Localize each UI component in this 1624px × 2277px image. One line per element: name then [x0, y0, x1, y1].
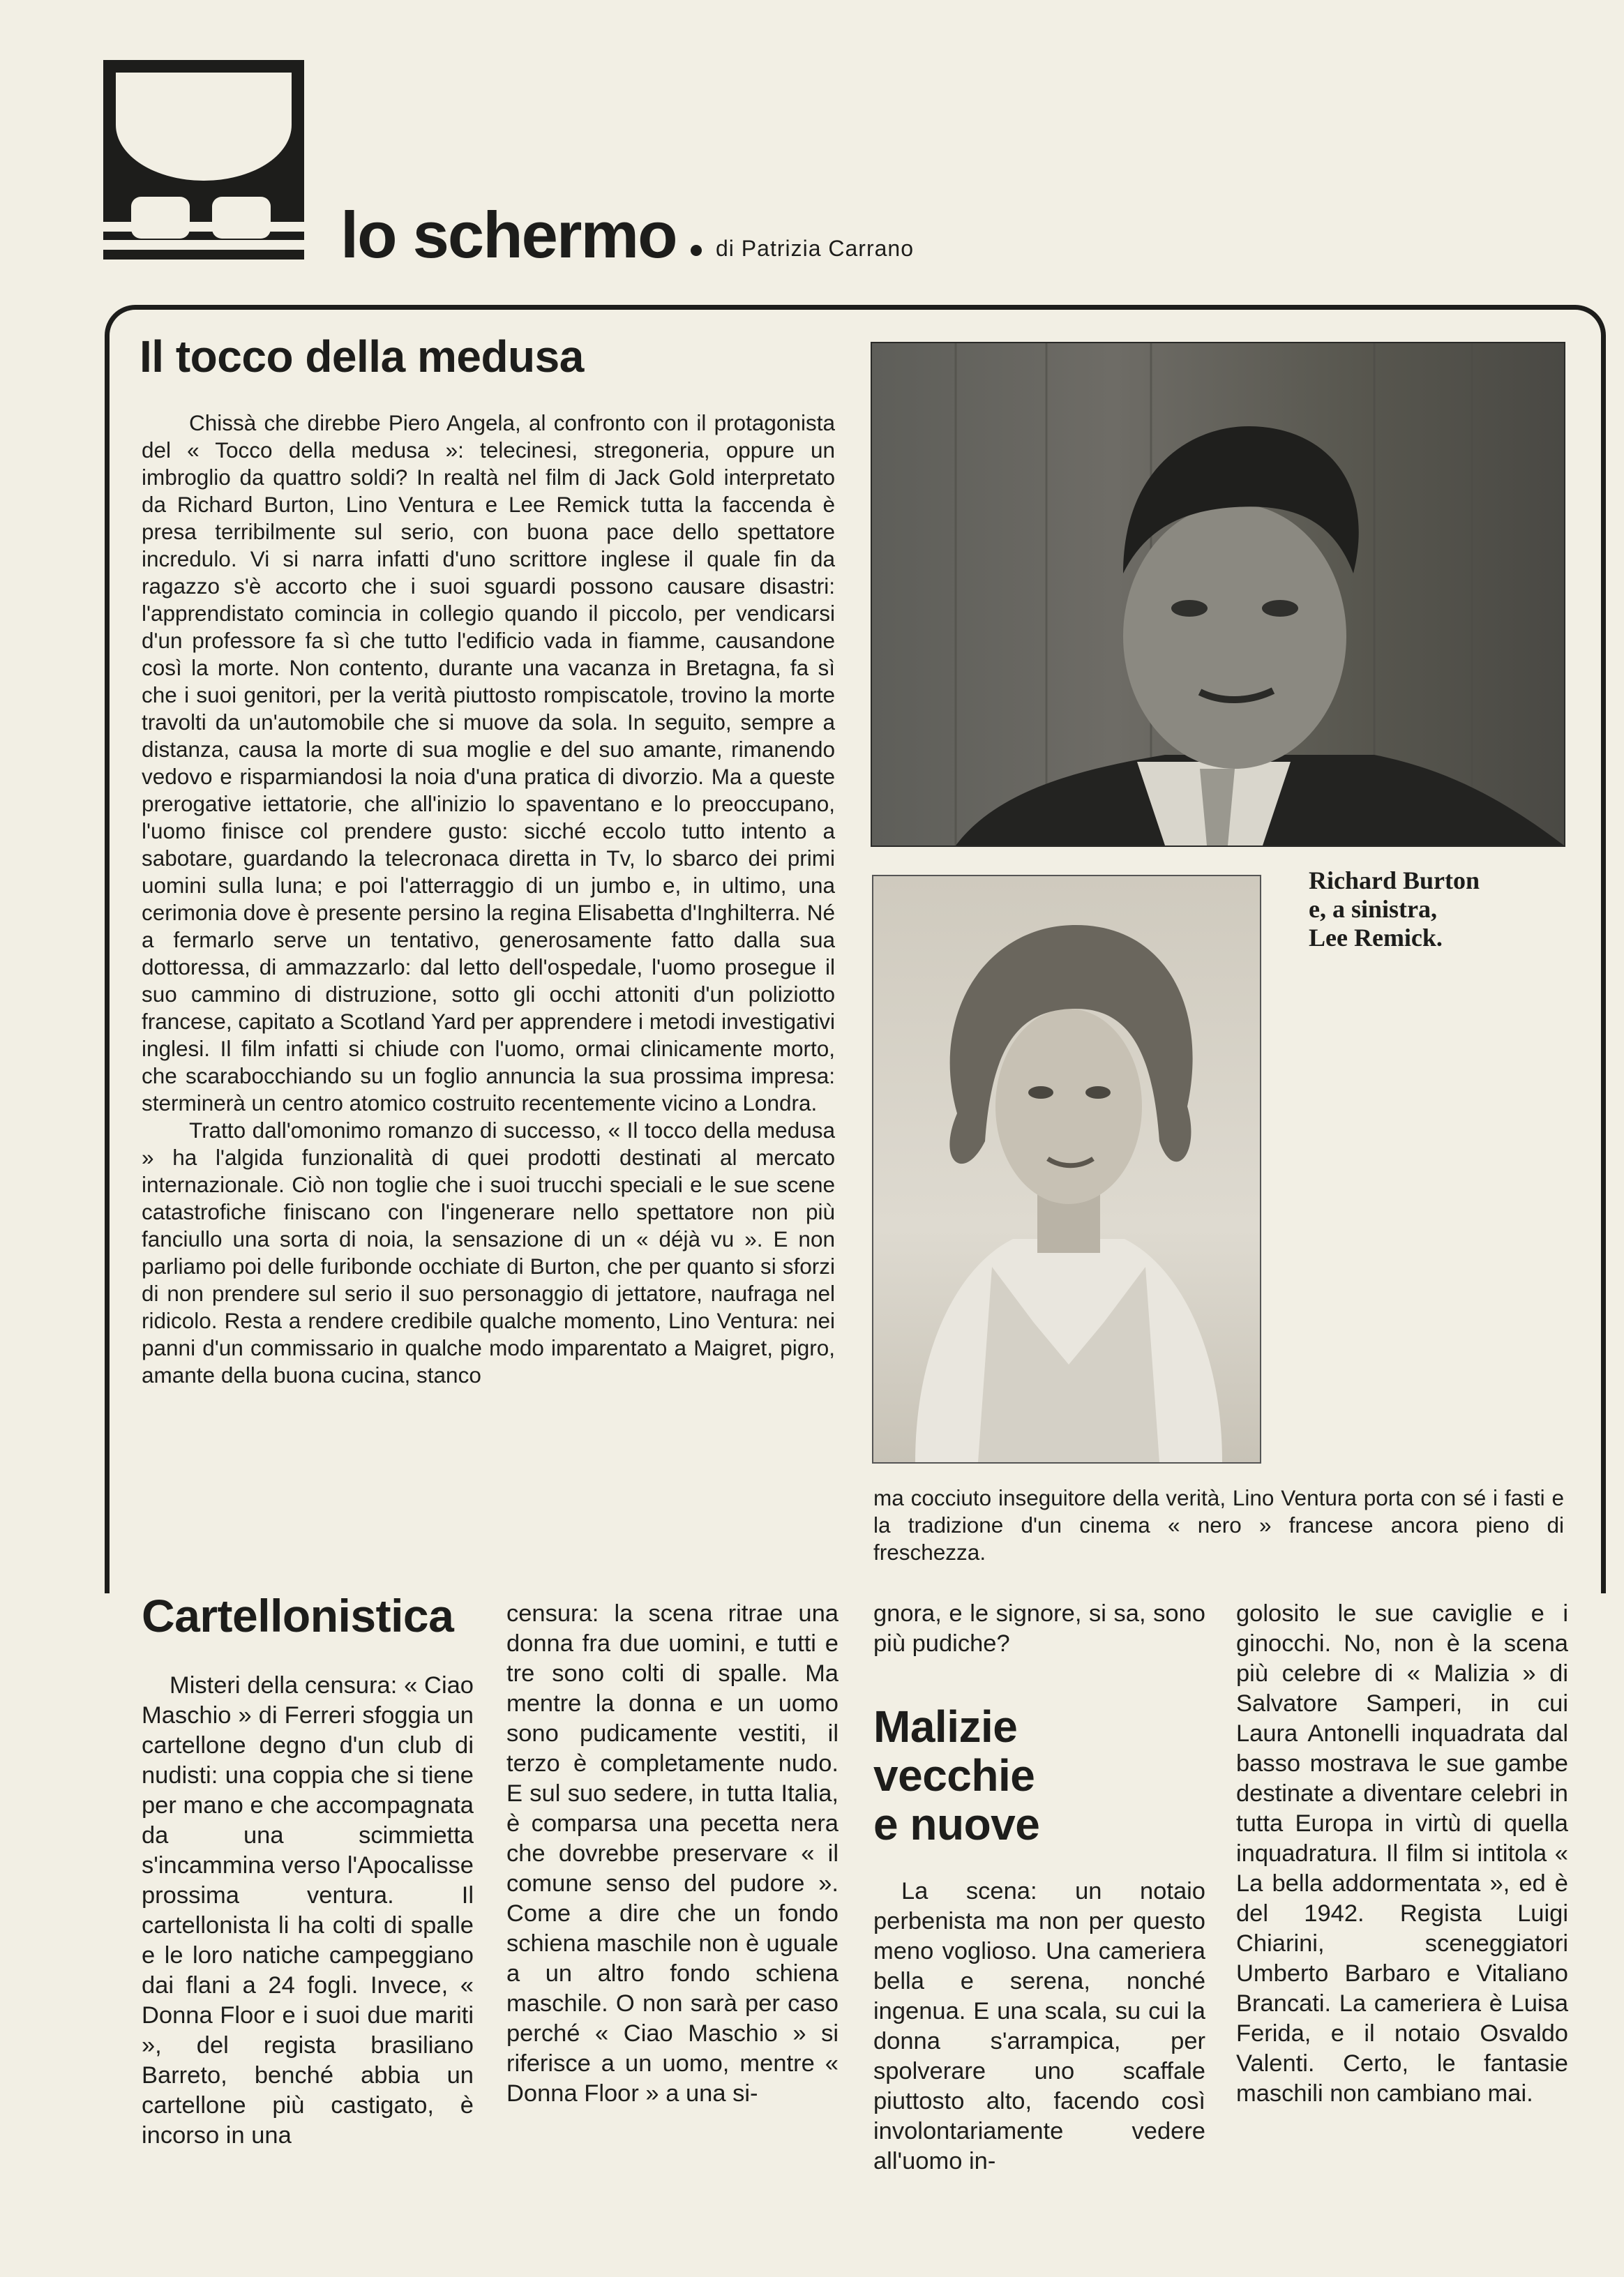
- section-title: lo schermo: [340, 198, 677, 271]
- photo-lee-remick: [872, 875, 1261, 1464]
- column-3-top: [873, 1599, 1205, 1659]
- column-2: [506, 1599, 839, 2109]
- column-text: La scena: un notaio perbenista ma non per questo meno voglioso. Una cameriera bella e serena, nonché ingenua. E una scala, su cui la donna s'arrampica, per spolverare uno scaffale piuttosto alto, facendo così involontariamente vedere all'uomo in-: [873, 1878, 1205, 2174]
- portrait-burton-illustration: [872, 343, 1564, 846]
- logo-stripe: [103, 240, 304, 250]
- article-paragraph: ma cocciuto inseguitore della verità, Lino Ventura porta con sé i fasti e la tradizione d'un cinema « nero » francese ancora pieno di freschezza.: [873, 1485, 1564, 1565]
- title-line: e nuove: [873, 1799, 1040, 1849]
- byline-text: di Patrizia Carrano: [716, 236, 914, 261]
- article-paragraph: Chissà che direbbe Piero Angela, al confronto con il protagonista del « Tocco della medusa »: telecinesi, stregoneria, oppure un imbroglio da quattro soldi? In realtà nel film di Jack Gold interpretato da Richard Burton, Lino Ventura e Lee Remick tutta la faccenda è presa terribilmente sul serio, con buona pace dello spettatore incredulo. Vi si narra infatti d'uno scrittore inglese il quale fin da ragazzo s'è accorto che i suoi sguardi possono causare disastri: l'apprendistato comincia in collegio quando il piccolo, per vendicarsi d'un professore fa sì che tutto l'edificio vada in fiamme, causandone così la morte. Non contento, durante una vacanza in Bretagna, fa sì che i suoi genitori, per la verità piuttosto rompiscatole, trovino la morte travolti da un'automobile che si muove da sola. In seguito, sempre a distanza, causa la morte di sua moglie e del suo amante, rimanendo vedovo e risparmiandosi la noia d'una pratica di divorzio. Ma a queste prerogative iettatorie, che all'inizio lo spaventano e lo preoccupano, l'uomo finisce col prendere gusto: sicché eccolo tutto intento a sabotare, guardando la telecronaca diretta in Tv, lo sbarco dei primi uomini sulla luna; e poi l'atterraggio di un jumbo e, in ultimo, una cerimonia dove è presente persino la regina Elisabetta d'Inghilterra. Né a fermarlo serve un tentativo, generosamente fatto dalla sua dottoressa, di ammazzarlo: dal letto dell'ospedale, l'uomo prosegue il suo cammino di distruzione, sotto gli occhi attoniti d'un poliziotto francese, capitato a Scotland Yard per apprendere i metodi investigativi inglesi. Il film infatti si chiude con l'uomo, ormai clinicamente morto, che scarabocchiando su un foglio annuncia la sua prossima impresa: sterminerà un centro atomico costruito recentemente vicino a Londra.: [142, 410, 835, 1115]
- photo-richard-burton: [871, 342, 1565, 847]
- column-text: golosito le sue caviglie e i ginocchi. No, non è la scena più celebre di « Malizia » di Salvatore Samperi, in cui Laura Antonelli inquadrata dal basso mostrava le sue gambe destinate a diventare celebri in tutta Europa in virtù di quella inquadratura. Il film si intitola « La bella addormentata », ed è del 1942. Regista Luigi Chiarini, sceneggiatori Umberto Barbaro e Vitaliano Brancati. La cameriera è Luisa Ferida, e il notaio Osvaldo Valenti. Certo, le fantasie maschili non cambiano mai.: [1236, 1600, 1568, 2107]
- caption-line: e, a sinistra,: [1309, 895, 1437, 923]
- title-line: Malizie: [873, 1701, 1018, 1752]
- article-paragraph: Tratto dall'omonimo romanzo di successo, « Il tocco della medusa » ha l'algida funzionalità di quei prodotti destinati al mercato internazionale. Ciò non toglie che i suoi trucchi speciali e le sue scene catastrofiche finiscano con l'ingenerare nello spettatore non più fanciullo una sorta di noia, la sensazione di un « déjà vu ». E non parliamo poi delle furibonde occhiate di Burton, che per quanto si sforzi di non prendere sul serio il suo personaggio di jettatore, naufraga nel ridicolo. Resta a rendere credibile qualche momento, Lino Ventura: nei panni d'un commissario in qualche modo imparentato a Maigret, pigro, amante della buona cucina, stanco: [142, 1118, 835, 1388]
- logo-figure-left: [131, 197, 190, 239]
- portrait-remick-illustration: [873, 876, 1260, 1462]
- title-line: vecchie: [873, 1750, 1035, 1801]
- bullet-icon: [691, 245, 702, 256]
- logo-figure-right: [212, 197, 271, 239]
- article-title-cartellonistica: Cartellonistica: [142, 1590, 454, 1641]
- caption-line: Lee Remick.: [1309, 924, 1443, 952]
- article-title-malizie: [873, 1702, 1039, 1849]
- article-continuation: [873, 1485, 1564, 1566]
- caption-line: Richard Burton: [1309, 866, 1480, 894]
- logo-arch-shape: [116, 73, 292, 181]
- column-1: [142, 1671, 474, 2151]
- column-text: censura: la scena ritrae una donna fra due uomini, e tutti e tre sono colti di spalle. Ma mentre la donna e un uomo sono pudicamente vestiti, il terzo è completamente nudo. E sul suo sedere, in tutta Italia, è comparsa una pecetta nera che dovrebbe preservare « il comune senso del pudore ». Come a dire che un fondo schiena maschile non è uguale a un altro fondo schiena maschile. O non sarà per caso perché « Ciao Maschio » si riferisce a un uomo, mentre « Donna Floor » a una si-: [506, 1600, 839, 2107]
- byline: [691, 236, 914, 262]
- column-3: [873, 1877, 1205, 2177]
- column-text: Misteri della censura: « Ciao Maschio » di Ferreri sfoggia un cartellone degno d'un club di nudisti: una coppia che si tiene per mano e che accompagnata da una scimmietta s'incammina verso l'Apocalisse prossima ventura. Il cartellonista li ha colti di spalle e le loro natiche campeggiano dai flani a 24 fogli. Invece, « Donna Floor e i suoi due mariti », del regista brasiliano Barreto, benché abbia un cartellone più castigato, è incorso in una: [142, 1672, 474, 2149]
- article-body: [142, 409, 835, 1389]
- column-text: gnora, e le signore, si sa, sono più pudiche?: [873, 1600, 1205, 1657]
- photo-caption: [1309, 866, 1480, 952]
- section-logo: [103, 60, 304, 260]
- column-4: [1236, 1599, 1568, 2109]
- article-title: Il tocco della medusa: [140, 331, 584, 382]
